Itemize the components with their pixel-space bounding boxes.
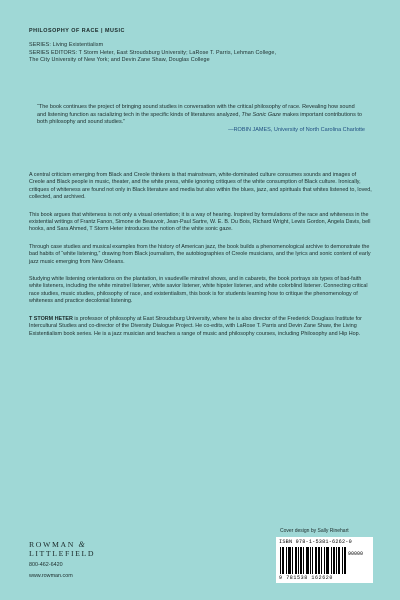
quote-end: makes important contributions to both philosophy and sound studies.” xyxy=(37,111,362,126)
barcode-bar xyxy=(319,547,320,574)
barcode-bar xyxy=(345,547,346,574)
barcode-bar xyxy=(315,547,316,574)
barcode-bar xyxy=(307,547,308,574)
publisher-website: www.rowman.com xyxy=(29,573,73,580)
barcode-bar xyxy=(286,547,287,574)
barcode-bar xyxy=(321,547,322,574)
ean-digits: 9 781538 162620 xyxy=(279,575,334,581)
barcode-bar xyxy=(344,547,345,574)
isbn-barcode xyxy=(276,537,373,583)
barcode-bar xyxy=(312,547,313,574)
series-name: SERIES: Living Existentialism xyxy=(29,42,104,49)
isbn-number: ISBN 978-1-5381-6262-0 xyxy=(279,539,352,545)
barcode-bar xyxy=(289,547,290,574)
barcode-bar xyxy=(308,547,309,574)
endorsement-quote xyxy=(37,104,365,127)
barcode-bar xyxy=(283,547,284,574)
barcode-bar xyxy=(338,547,339,574)
barcode-bar xyxy=(280,547,281,574)
publisher-phone: 800-462-6420 xyxy=(29,562,63,568)
barcode-bars xyxy=(280,547,346,575)
publisher-logo-line-1 xyxy=(29,540,139,549)
publisher-block xyxy=(29,540,139,581)
barcode-bar xyxy=(334,547,335,574)
barcode-bar xyxy=(339,547,340,574)
barcode-bar xyxy=(282,547,283,574)
series-header xyxy=(29,28,374,65)
book-description xyxy=(29,172,372,348)
barcode-bar xyxy=(333,547,334,574)
author-bio xyxy=(29,316,372,338)
barcode-bar xyxy=(303,547,304,574)
barcode-bar xyxy=(296,547,297,574)
barcode-bar xyxy=(306,547,307,574)
barcode-bar xyxy=(290,547,291,574)
barcode-bar xyxy=(327,547,328,574)
barcode-bar xyxy=(318,547,319,574)
cover-design-credit: Cover design by Sally Rinehart xyxy=(280,528,349,534)
price-code: 90000 xyxy=(348,551,364,557)
publisher-logo-ampersand: & xyxy=(78,540,87,549)
description-paragraph-3: Through case studies and musical examples from the history of American jazz, the book builds a phenomenological archive to demonstrate the bad habits of “white listening,” drawing from Black journalism, the autobiographies of Creole musicians, and the lyrics and sonic content of early jazz music emerging from New Orleans. xyxy=(29,243,371,265)
barcode-bar xyxy=(301,547,302,574)
publisher-logo-line-2: LITTLEFIELD xyxy=(29,549,96,558)
barcode-bar xyxy=(324,547,325,574)
endorsement-attribution: —ROBIN JAMES, University of North Carolina Charlotte xyxy=(228,126,365,133)
barcode-bar xyxy=(310,547,311,574)
quote-book-title: The Sonic Gaze xyxy=(241,111,281,118)
author-name: T STORM HETER xyxy=(29,315,73,322)
description-paragraph-1: A central criticism emerging from Black and Creole thinkers is that mainstream, white-dominated culture consumes sounds and images of Creole and Black people in music, theater, and the white press, while ignoring critiques of the white consumption of Black culture. Ironically, critiques of whiteness are found not only in Black literature and media but also within the blues, jazz, and spirituals that whites listened to, loved, collected, and archived. xyxy=(29,172,372,201)
series-editors-line-1: SERIES EDITORS: T Storm Heter, East Stroudsburg University; LaRose T. Parris, Lehman College, xyxy=(29,49,277,56)
barcode-bar xyxy=(300,547,301,574)
barcode-bar xyxy=(328,547,329,574)
barcode-bar xyxy=(288,547,289,574)
barcode-bar xyxy=(295,547,296,574)
quote-start: “The book continues the project of bringing sound studies in conversation with the critical philosophy of race. Revealing how sound and listening function as racializing tech in the specific kinds of literatures analyzed, xyxy=(37,104,355,118)
barcode-bar xyxy=(298,547,299,574)
barcode-bar xyxy=(336,547,337,574)
description-paragraph-4: Studying white listening orientations on the plantation, in vaudeville minstrel shows, and in cabarets, the book portrays six types of bad-faith white listeners, including the white minstrel listener, white savior listener, white hipster listener, and white colorblind listener. Connecting critical race studies, music studies, philosophy of race, and existentialism, this book is for students learning how to critique the phenomenology of whiteness and practice decolonial listening. xyxy=(29,276,368,305)
barcode-bar xyxy=(292,547,293,574)
endorsement-blurb xyxy=(37,104,365,134)
author-bio-text: is professor of philosophy at East Stroudsburg University, where he is also director of the Frederick Douglass Institute for Intercultural Studies and co-director of the Diversity Dialogue Project. He co-edits, with LaRose T. Parris and Devin Zane Shaw, the Living Existentialism book series. He is a jazz musician and teaches a range of music and philosophy courses, including Philosophy and Hip Hop. xyxy=(29,315,362,337)
category-label: PHILOSOPHY OF RACE | MUSIC xyxy=(29,28,125,34)
series-editors-line-2: The City University of New York; and Devin Zane Shaw, Douglas College xyxy=(29,57,210,64)
barcode-bar xyxy=(331,547,332,574)
description-paragraph-2: This book argues that whiteness is not only a visual orientation; it is a way of hearing. Inspired by formulations of the race and whiteness in the existential writings of Frantz Fanon, Simone de Beauvoir, Jean-Paul Sartre, W. E. B. Du Bois, Richard Wright, Lewis Gordon, Angela Davis, bell hooks, and Sara Ahmed, T Storm Heter introduces the notion of the white sonic gaze. xyxy=(29,211,371,233)
barcode-bar xyxy=(326,547,327,574)
barcode-bar xyxy=(316,547,317,574)
barcode-bar xyxy=(342,547,343,574)
publisher-logo-word-1: ROWMAN xyxy=(29,540,75,549)
